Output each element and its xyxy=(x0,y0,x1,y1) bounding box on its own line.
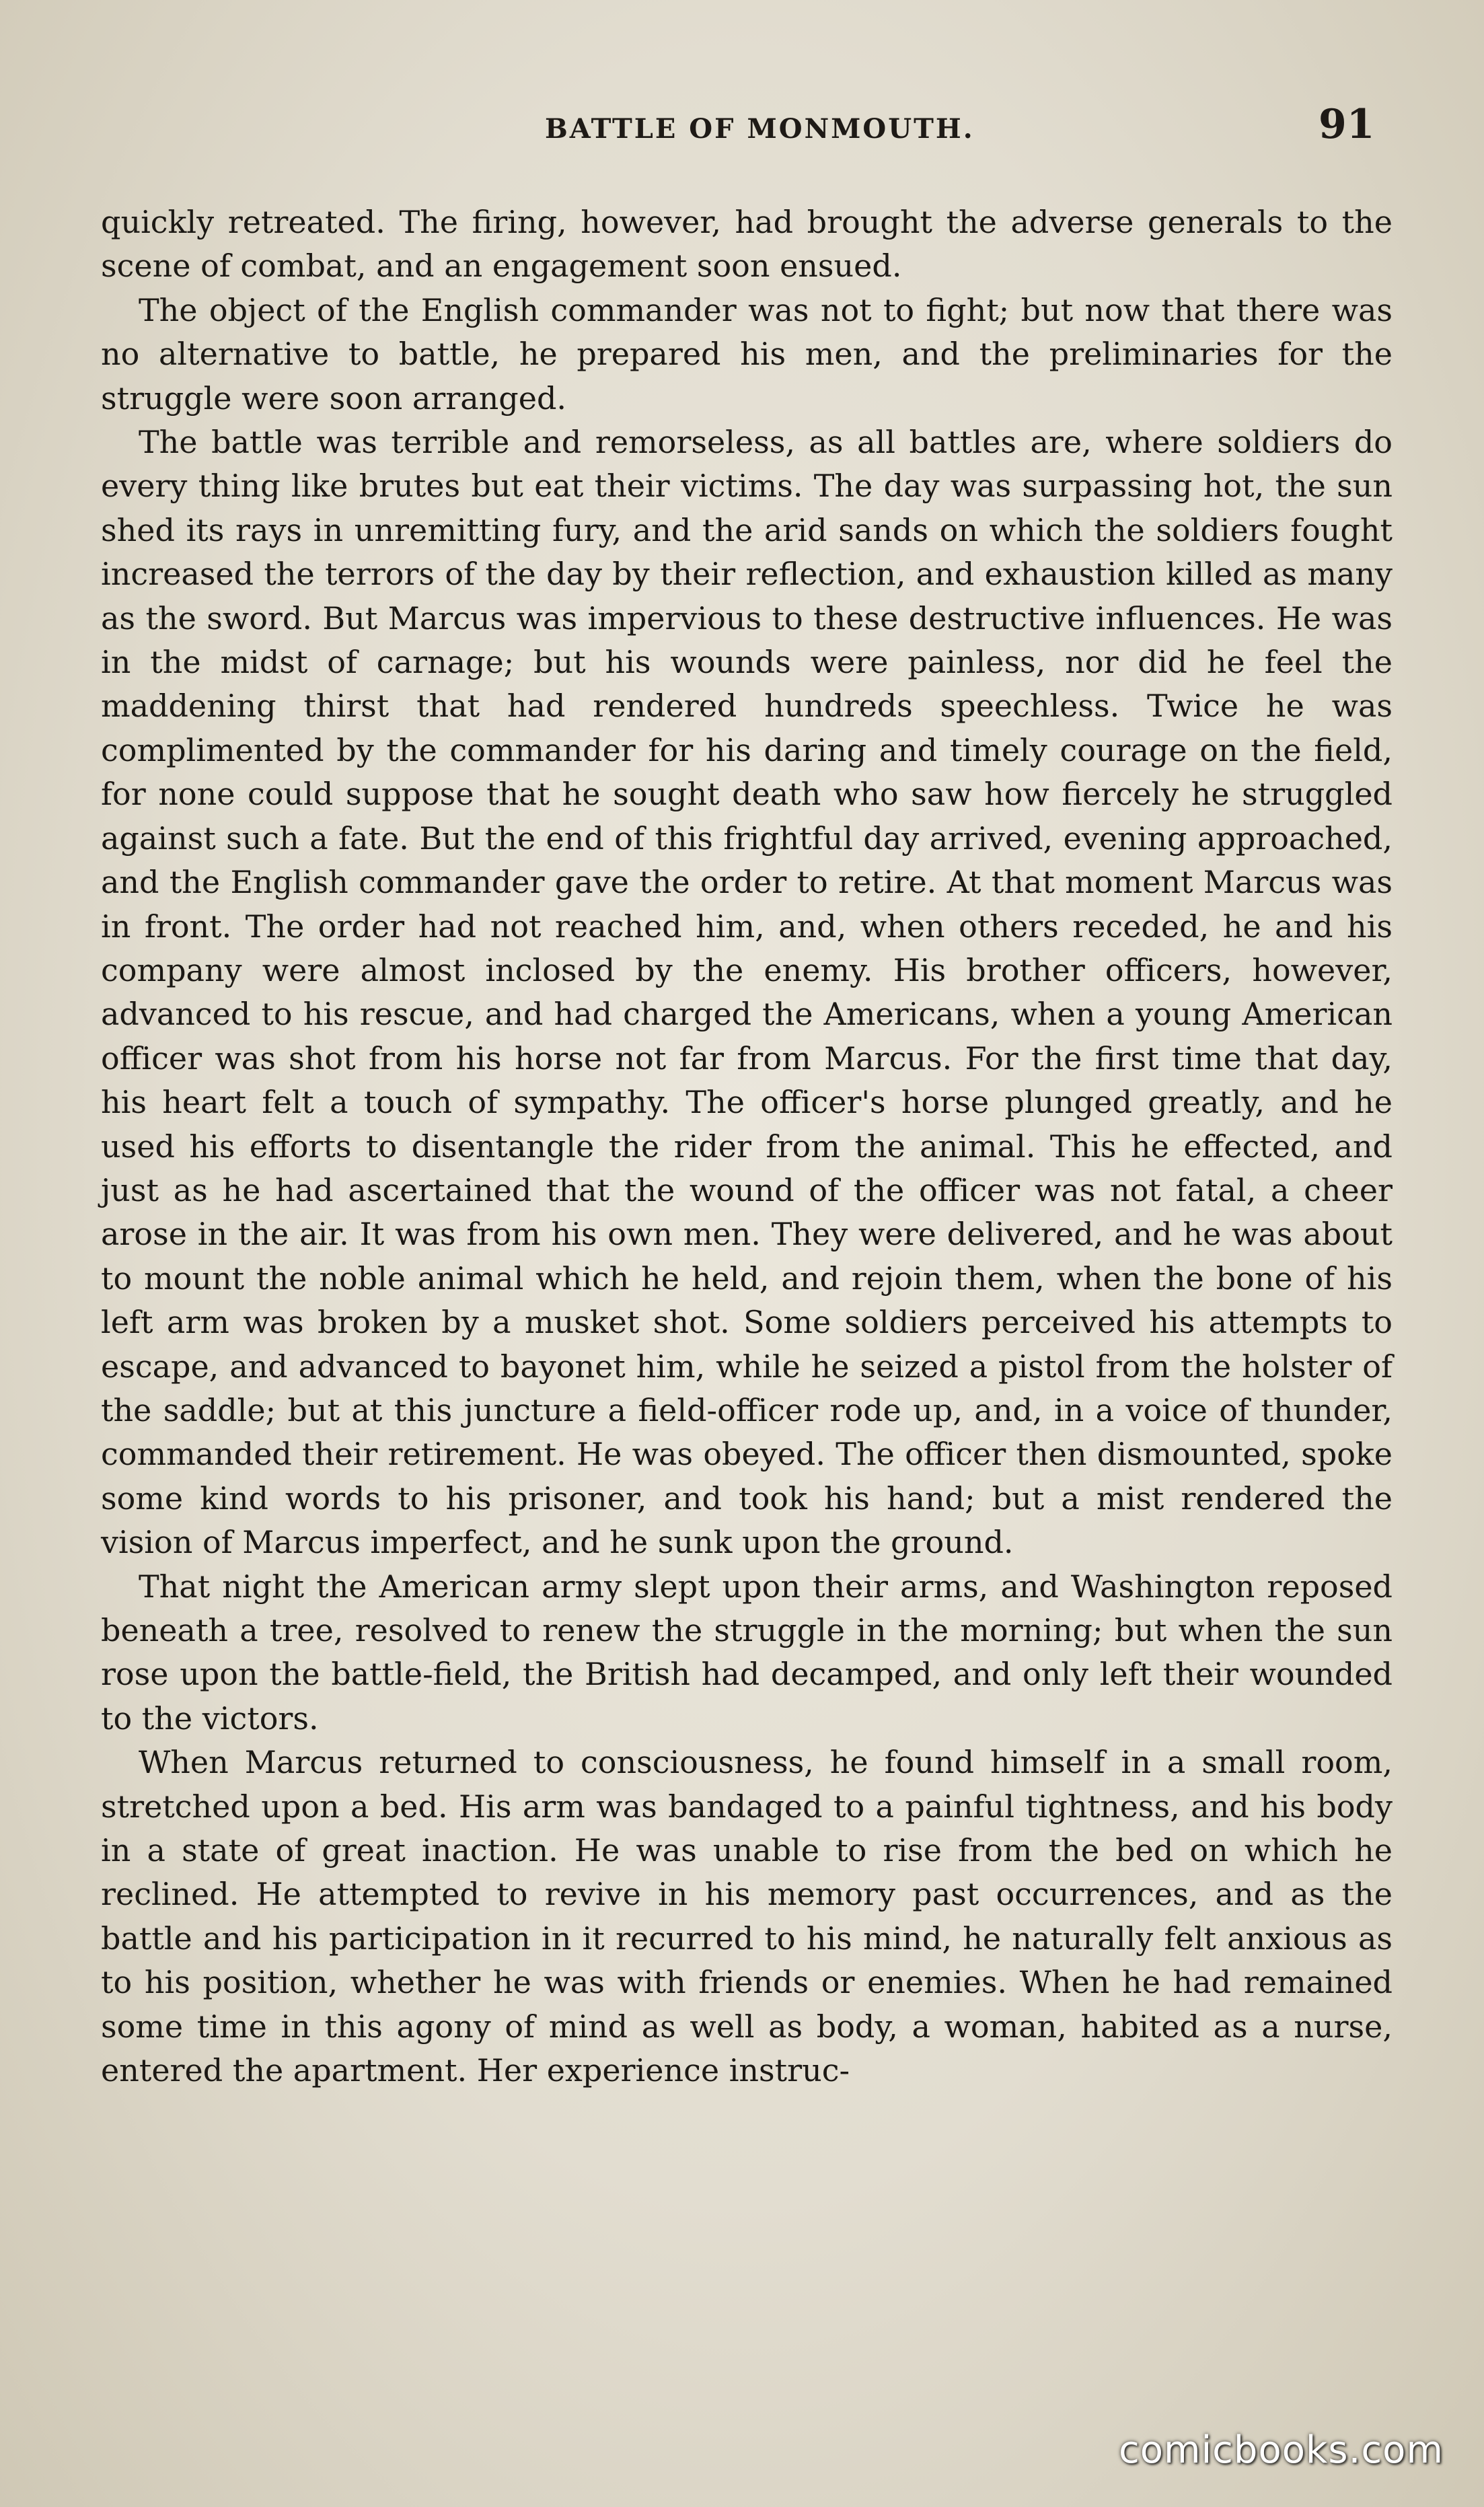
body-text xyxy=(101,201,1393,2093)
paragraph: When Marcus returned to consciousness, he found himself in a small room, stretched upon a bed. His arm was bandaged to a painful tightness, and his body in a state of great inaction. He was unable to rise from the bed on which he reclined. He attempted to revive in his memory past occurrences, and as the battle and his participation in it recurred to his mind, he naturally felt anxious as to his position, whether he was with friends or enemies. When he had remained some time in this agony of mind as well as body, a woman, habited as a nurse, entered the apartment. Her experience instruc- xyxy=(101,1744,1393,2089)
running-head xyxy=(0,101,1484,161)
watermark: comicbooks.com xyxy=(1118,2428,1444,2472)
paragraph: The battle was terrible and remorseless, as all battles are, where soldiers do every thing like brutes but eat their victims. The day was surpassing hot, the sun shed its rays in unremitting fury, and the arid sands on which the soldiers fought increased the terrors of the day by their reflection, and exhaustion killed as many as the sword. But Marcus was impervious to these destructive influences. He was in the midst of carnage; but his wounds were painless, nor did he feel the maddening thirst that had rendered hundreds speechless. Twice he was complimented by the commander for his daring and timely courage on the field, for none could suppose that he sought death who saw how fiercely he struggled against such a fate. But the end of this frightful day arrived, evening approached, and the English commander gave the order to retire. At that moment Marcus was in front. The order had not reached him, and, when others receded, he and his company were almost inclosed by the enemy. His brother officers, however, advanced to his rescue, and had charged the Americans, when a young American officer was shot from his horse not far from Marcus. For the first time that day, his heart felt a touch of sympathy. The officer's horse plunged greatly, and he used his efforts to disentangle the rider from the animal. This he effected, and just as he had ascertained that the wound of the officer was not fatal, a cheer arose in the air. It was from his own men. They were delivered, and he was about to mount the noble animal which he held, and rejoin them, when the bone of his left arm was broken by a musket shot. Some soldiers perceived his attempts to escape, and advanced to bayonet him, while he seized a pistol from the holster of the saddle; but at this juncture a field-officer rode up, and, in a voice of thunder, commanded their retirement. He was obeyed. The officer then dismounted, spoke some kind words to his prisoner, and took his hand; but a mist rendered the vision of Marcus imperfect, and he sunk upon the ground. xyxy=(101,424,1393,1561)
paragraph: That night the American army slept upon their arms, and Washington reposed beneath a tree, resolved to renew the struggle in the morning; but when the sun rose upon the battle-field, the British had decamped, and only left their wounded to the victors. xyxy=(101,1568,1393,1737)
page-number: 91 xyxy=(1319,101,1375,148)
paragraph: quickly retreated. The firing, however, had brought the adverse generals to the scene of combat, and an engagement soon ensued. xyxy=(101,204,1393,285)
paragraph: The object of the English commander was not to fight; but now that there was no alternative to battle, he prepared his men, and the preliminaries for the struggle were soon arranged. xyxy=(101,291,1393,416)
running-title: BATTLE OF MONMOUTH. xyxy=(545,113,975,145)
